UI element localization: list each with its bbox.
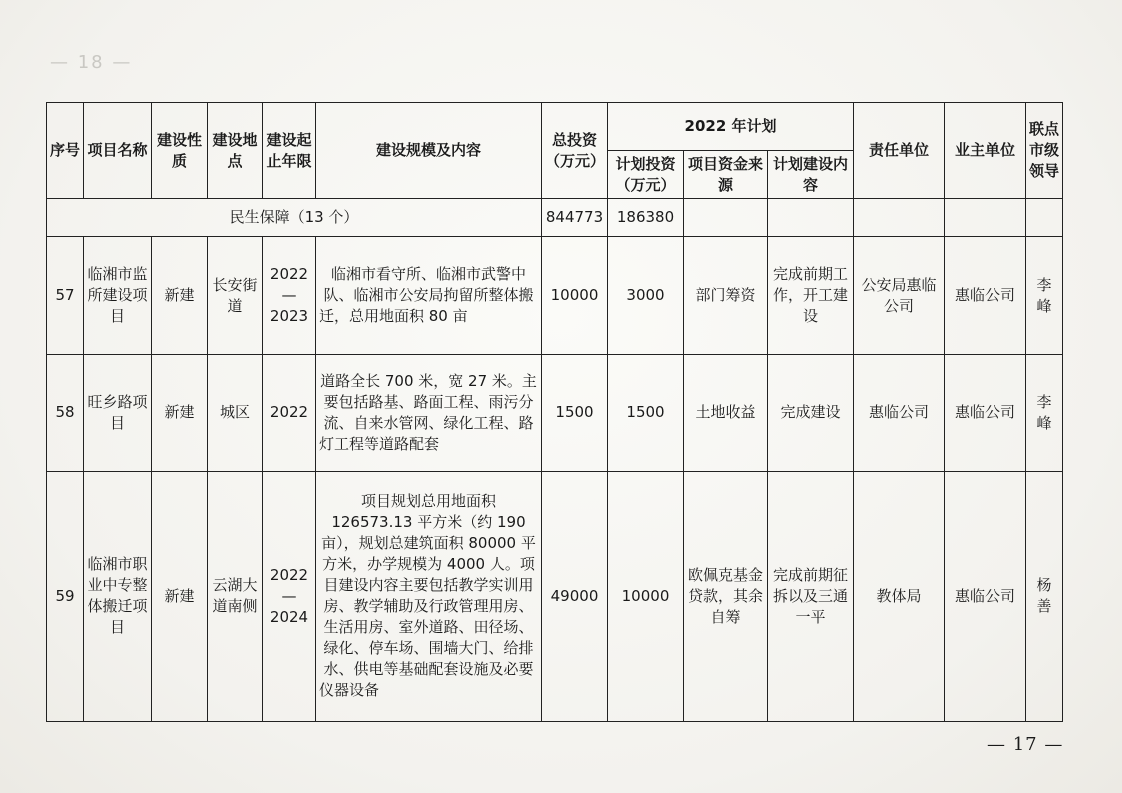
header-project-name: 项目名称 — [84, 103, 152, 199]
row-period — [263, 237, 316, 355]
row-leader: 李 峰 — [1026, 237, 1063, 355]
row-plan-content: 完成前期征拆以及三通一平 — [768, 471, 854, 721]
row-project-name: 旺乡路项目 — [84, 355, 152, 471]
period-dash: — — [281, 286, 297, 305]
header-plan-content: 计划建设内容 — [768, 151, 854, 199]
period-dash: — — [281, 586, 297, 605]
row-scope: 临湘市看守所、临湘市武警中队、临湘市公安局拘留所整体搬迁，总用地面积 80 亩 — [316, 237, 542, 355]
table-header-row — [47, 103, 1063, 151]
row-plan-invest: 3000 — [608, 237, 684, 355]
bleed-through-mark: — 18 — — [50, 52, 133, 73]
table-row — [47, 471, 1063, 721]
row-total-invest: 10000 — [542, 237, 608, 355]
section-total-invest: 844773 — [542, 199, 608, 237]
row-owner: 惠临公司 — [945, 237, 1026, 355]
row-location: 云湖大道南侧 — [208, 471, 263, 721]
row-project-name: 临湘市职业中专整体搬迁项目 — [84, 471, 152, 721]
row-plan-invest: 1500 — [608, 355, 684, 471]
period-start: 2022 — [269, 403, 309, 422]
row-nature: 新建 — [152, 355, 208, 471]
row-leader: 杨 善 — [1026, 471, 1063, 721]
header-seq: 序号 — [47, 103, 84, 199]
section-plan-invest: 186380 — [608, 199, 684, 237]
row-total-invest: 1500 — [542, 355, 608, 471]
row-seq: 59 — [47, 471, 84, 721]
section-label: 民生保障（13 个） — [47, 199, 542, 237]
row-fund-source: 欧佩克基金贷款，其余自筹 — [684, 471, 768, 721]
row-seq: 57 — [47, 237, 84, 355]
header-nature: 建设性质 — [152, 103, 208, 199]
row-plan-content: 完成前期工作，开工建设 — [768, 237, 854, 355]
row-plan-invest: 10000 — [608, 471, 684, 721]
row-fund-source: 部门筹资 — [684, 237, 768, 355]
row-scope: 项目规划总用地面积 126573.13 平方米（约 190 亩），规划总建筑面积 80000 平方米，办学规模为 4000 人。项目建设内容主要包括教学实训用房、教学辅助及行政管理用房、生活用房、室外道路、田径场、绿化、停车场、围墙大门、给排水、供电等基础配套设施及必要仪器设备 — [316, 471, 542, 721]
row-location: 长安街道 — [208, 237, 263, 355]
row-owner: 惠临公司 — [945, 355, 1026, 471]
row-nature: 新建 — [152, 237, 208, 355]
table-row — [47, 237, 1063, 355]
row-scope: 道路全长 700 米，宽 27 米。主要包括路基、路面工程、雨污分流、自来水管网、绿化工程、路灯工程等道路配套 — [316, 355, 542, 471]
row-seq: 58 — [47, 355, 84, 471]
header-scope: 建设规模及内容 — [316, 103, 542, 199]
period-start: 2022 — [269, 565, 309, 584]
header-plan-2022: 2022 年计划 — [608, 103, 854, 151]
row-responsible: 惠临公司 — [854, 355, 945, 471]
row-location: 城区 — [208, 355, 263, 471]
row-project-name: 临湘市监所建设项目 — [84, 237, 152, 355]
row-period — [263, 355, 316, 471]
header-fund-source: 项目资金来源 — [684, 151, 768, 199]
period-end: 2023 — [269, 307, 309, 326]
row-leader: 李 峰 — [1026, 355, 1063, 471]
row-total-invest: 49000 — [542, 471, 608, 721]
period-end: 2024 — [269, 607, 309, 626]
header-period: 建设起止年限 — [263, 103, 316, 199]
row-owner: 惠临公司 — [945, 471, 1026, 721]
row-nature: 新建 — [152, 471, 208, 721]
header-total-invest: 总投资（万元） — [542, 103, 608, 199]
header-responsible: 责任单位 — [854, 103, 945, 199]
row-fund-source: 土地收益 — [684, 355, 768, 471]
row-period — [263, 471, 316, 721]
row-responsible: 教体局 — [854, 471, 945, 721]
project-schedule-table — [46, 102, 1063, 722]
table-row — [47, 355, 1063, 471]
header-plan-invest: 计划投资（万元） — [608, 151, 684, 199]
page-number: — 17 — — [987, 734, 1064, 755]
section-row — [47, 199, 1063, 237]
header-leader: 联点市级领导 — [1026, 103, 1063, 199]
header-owner: 业主单位 — [945, 103, 1026, 199]
header-location: 建设地点 — [208, 103, 263, 199]
period-start: 2022 — [269, 265, 309, 284]
row-responsible: 公安局惠临公司 — [854, 237, 945, 355]
row-plan-content: 完成建设 — [768, 355, 854, 471]
